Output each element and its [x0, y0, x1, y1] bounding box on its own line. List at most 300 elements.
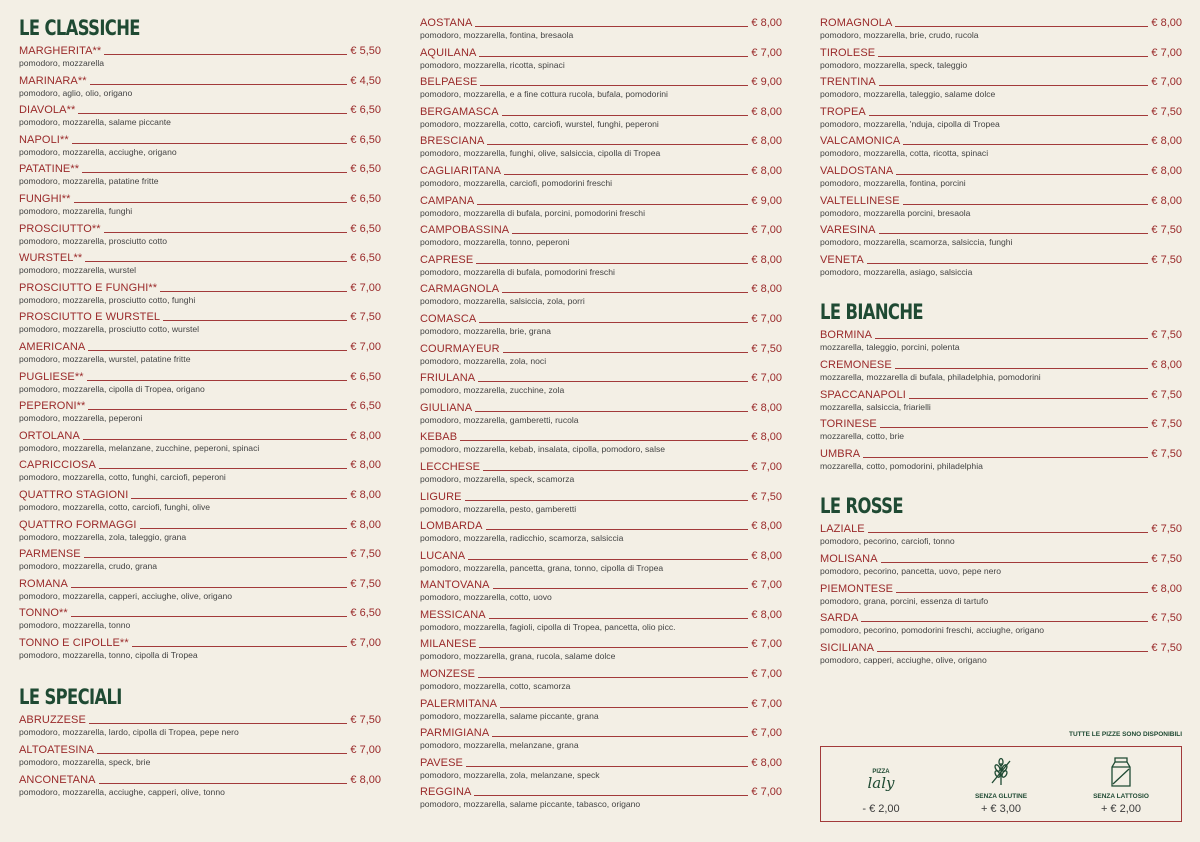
item-leader-line: [71, 587, 348, 588]
option-label: SENZA LATTOSIO: [1093, 793, 1149, 800]
item-ingredients: pomodoro, mozzarella, tonno, peperoni: [420, 237, 570, 248]
menu-item: [19, 771, 381, 801]
item-leader-line: [895, 26, 1148, 27]
item-name: TONNO E CIPOLLE**: [19, 636, 129, 649]
item-ingredients: mozzarella, taleggio, porcini, polenta: [820, 342, 960, 353]
item-leader-line: [489, 618, 749, 619]
item-price: € 5,50: [350, 45, 381, 57]
item-name: FUNGHI**: [19, 192, 71, 205]
item-name: UMBRA: [820, 447, 861, 460]
item-name: QUATTRO STAGIONI: [19, 488, 129, 501]
menu-item: [820, 639, 1182, 669]
item-price: € 7,00: [751, 579, 782, 592]
item-name: PEPERONI**: [19, 400, 86, 413]
item-leader-line: [881, 562, 1149, 563]
menu-item: [420, 103, 782, 133]
item-price: € 8,00: [1151, 17, 1182, 29]
item-name: ALTOATESINA: [19, 744, 95, 757]
menu-item: [19, 42, 381, 72]
item-name: TONNO**: [19, 607, 68, 620]
item-ingredients: pomodoro, mozzarella, prosciutto cotto: [19, 235, 168, 246]
item-ingredients: pomodoro, mozzarella, cotto, carciofi, wurstel, funghi, peperoni: [420, 118, 659, 129]
item-leader-line: [87, 380, 348, 381]
item-leader-line: [879, 233, 1149, 234]
menu-item: [19, 160, 381, 190]
item-name: CARMAGNOLA: [420, 283, 500, 296]
menu-item: [820, 520, 1182, 550]
menu-item: [19, 249, 381, 279]
item-ingredients: pomodoro, mozzarella, ricotta, spinaci: [420, 59, 565, 70]
item-price: € 8,00: [751, 608, 782, 621]
item-leader-line: [475, 26, 748, 27]
menu-item: [19, 72, 381, 102]
item-leader-line: [875, 338, 1148, 339]
menu-item: [19, 338, 381, 368]
item-ingredients: pomodoro, mozzarella: [19, 58, 105, 68]
item-leader-line: [483, 470, 748, 471]
item-leader-line: [903, 204, 1149, 205]
item-price: € 8,00: [751, 520, 782, 533]
item-name: VALCAMONICA: [820, 135, 901, 148]
menu-item: [420, 458, 782, 488]
menu-item: [820, 73, 1182, 103]
item-leader-line: [474, 795, 748, 796]
item-leader-line: [503, 352, 749, 353]
item-leader-line: [140, 528, 348, 529]
item-name: BRESCIANA: [420, 135, 485, 148]
menu-item: [19, 279, 381, 309]
item-price: € 8,00: [1151, 358, 1182, 371]
item-price: € 7,00: [751, 727, 782, 740]
menu-item: [420, 695, 782, 725]
item-price: € 6,50: [350, 163, 381, 176]
options-box: [820, 746, 1182, 822]
item-name: CREMONESE: [820, 358, 892, 371]
menu-item: [820, 221, 1182, 251]
item-price: € 7,00: [350, 636, 381, 649]
item-name: PIEMONTESE: [820, 582, 894, 595]
item-price: € 8,00: [350, 429, 381, 442]
item-ingredients: pomodoro, pecorino, pomodorini freschi, acciughe, origano: [820, 625, 1045, 636]
item-name: PUGLIESE**: [19, 370, 84, 383]
item-name: PROSCIUTTO**: [19, 222, 101, 235]
menu-item: [420, 517, 782, 547]
item-ingredients: pomodoro, mozzarella, zola, taleggio, grana: [19, 531, 187, 542]
item-price: € 7,00: [751, 46, 782, 59]
item-price: € 7,00: [751, 460, 782, 473]
menu-item: [19, 575, 381, 605]
item-price: € 7,50: [1151, 552, 1182, 565]
item-price: € 7,00: [350, 744, 381, 757]
item-name: MONZESE: [420, 668, 476, 681]
item-ingredients: pomodoro, mozzarella, fagioli, cipolla di Tropea, pancetta, olio picc.: [420, 621, 676, 632]
item-ingredients: pomodoro, mozzarella, prosciutto cotto, funghi: [19, 294, 196, 305]
item-ingredients: pomodoro, mozzarella, salame piccante, grana: [420, 710, 599, 721]
item-name: GIULIANA: [420, 401, 473, 414]
item-name: ROMANA: [19, 577, 68, 590]
item-name: VARESINA: [820, 224, 876, 237]
item-ingredients: pomodoro, mozzarella, patatine fritte: [19, 176, 159, 187]
menu-item: [19, 516, 381, 546]
menu-item: [420, 724, 782, 754]
item-price: € 8,00: [751, 401, 782, 414]
item-ingredients: pomodoro, mozzarella, salsiccia, zola, porri: [420, 296, 585, 307]
menu-item: [420, 576, 782, 606]
item-name: AQUILANA: [420, 46, 477, 59]
menu-item: [19, 131, 381, 161]
menu-item: [820, 162, 1182, 192]
item-ingredients: pomodoro, mozzarella, lardo, cipolla di Tropea, pepe nero: [19, 727, 239, 738]
item-ingredients: pomodoro, aglio, olio, origano: [19, 87, 133, 98]
item-ingredients: pomodoro, mozzarella di bufala, pomodorini freschi: [420, 266, 615, 277]
item-ingredients: pomodoro, mozzarella, 'nduja, cipolla di Tropea: [820, 118, 1000, 129]
item-leader-line: [74, 202, 348, 203]
menu-item: [19, 545, 381, 575]
item-leader-line: [72, 143, 348, 144]
menu-item: [420, 221, 782, 251]
item-name: CAPRICCIOSA: [19, 459, 96, 472]
item-price: € 6,50: [350, 607, 381, 620]
item-leader-line: [99, 783, 348, 784]
item-price: € 8,00: [751, 283, 782, 296]
item-leader-line: [879, 85, 1149, 86]
item-price: € 7,00: [350, 281, 381, 294]
option-price: - € 2,00: [862, 803, 900, 815]
menu-item: [820, 326, 1182, 356]
item-price: € 7,50: [1151, 224, 1182, 237]
item-leader-line: [502, 292, 748, 293]
item-leader-line: [479, 322, 748, 323]
item-name: CAMPOBASSINA: [420, 224, 510, 237]
menu-item: [420, 754, 782, 784]
item-ingredients: pomodoro, mozzarella, capperi, acciughe, olive, origano: [19, 590, 233, 601]
item-price: € 7,00: [751, 372, 782, 385]
item-name: CAPRESE: [420, 253, 474, 266]
item-leader-line: [479, 647, 748, 648]
item-leader-line: [89, 723, 347, 724]
menu-item: [420, 280, 782, 310]
item-price: € 8,00: [1151, 135, 1182, 148]
item-name: PROSCIUTTO E WURSTEL: [19, 311, 161, 324]
item-price: € 8,00: [751, 105, 782, 118]
item-price: € 7,50: [1151, 523, 1182, 536]
item-ingredients: pomodoro, mozzarella, funghi: [19, 205, 133, 216]
item-ingredients: pomodoro, mozzarella, cotto, uovo: [420, 592, 552, 603]
item-name: PARMIGIANA: [420, 727, 490, 740]
menu-item: [820, 386, 1182, 416]
item-price: € 7,50: [350, 311, 381, 324]
availability-note: TUTTE LE PIZZE SONO DISPONIBILI: [1069, 731, 1183, 738]
item-name: TRENTINA: [820, 76, 876, 89]
item-leader-line: [99, 468, 348, 469]
item-name: REGGINA: [420, 786, 472, 799]
item-price: € 6,50: [350, 222, 381, 235]
item-leader-line: [88, 350, 347, 351]
item-price: € 6,50: [350, 104, 381, 117]
menu-item: [19, 741, 381, 771]
item-name: PARMENSE: [19, 548, 81, 561]
item-name: MILANESE: [420, 638, 477, 651]
item-name: AOSTANA: [420, 17, 473, 29]
item-name: CAMPANA: [420, 194, 475, 207]
item-leader-line: [909, 398, 1148, 399]
item-price: € 7,50: [1151, 253, 1182, 266]
item-ingredients: mozzarella, mozzarella di bufala, philadelphia, pomodorini: [820, 371, 1041, 382]
item-leader-line: [465, 500, 749, 501]
item-name: PAVESE: [420, 756, 463, 769]
option-senza-glutine: [946, 747, 1056, 821]
item-ingredients: pomodoro, mozzarella, kebab, insalata, cipolla, pomodoro, salse: [420, 444, 666, 455]
item-ingredients: mozzarella, salsiccia, friarielli: [820, 401, 931, 412]
item-price: € 8,00: [350, 488, 381, 501]
menu-column-3: [820, 14, 1182, 668]
item-price: € 8,00: [751, 164, 782, 177]
item-leader-line: [163, 320, 347, 321]
milk-carton-icon: [1110, 751, 1132, 793]
item-ingredients: pomodoro, mozzarella, tonno, cipolla di Tropea: [19, 649, 198, 660]
item-price: € 6,50: [350, 133, 381, 146]
menu-section: [19, 683, 381, 800]
item-ingredients: pomodoro, mozzarella, cipolla di Tropea, origano: [19, 383, 205, 394]
menu-item: [820, 550, 1182, 580]
item-leader-line: [83, 439, 347, 440]
item-name: VALTELLINESE: [820, 194, 900, 207]
item-ingredients: pomodoro, mozzarella, fontina, porcini: [820, 177, 966, 188]
menu-item: [420, 635, 782, 665]
item-leader-line: [104, 54, 347, 55]
item-price: € 6,50: [350, 370, 381, 383]
item-name: LECCHESE: [420, 460, 481, 473]
menu-item: [420, 251, 782, 281]
item-ingredients: pomodoro, mozzarella, taleggio, salame dolce: [820, 89, 996, 100]
item-name: TORINESE: [820, 418, 877, 431]
item-price: € 7,00: [350, 340, 381, 353]
item-price: € 7,50: [350, 714, 381, 727]
item-leader-line: [861, 621, 1148, 622]
menu-item: [820, 415, 1182, 445]
menu-column-2: [420, 14, 782, 813]
item-ingredients: pomodoro, mozzarella, pesto, gamberetti: [420, 503, 577, 514]
item-ingredients: pomodoro, grana, porcini, essenza di tartufo: [820, 595, 989, 606]
menu-item: [420, 783, 782, 813]
item-ingredients: pomodoro, mozzarella, zucchine, zola: [420, 385, 565, 396]
item-ingredients: pomodoro, mozzarella, salame piccante: [19, 117, 171, 128]
item-leader-line: [90, 84, 348, 85]
menu-item: [420, 132, 782, 162]
item-price: € 6,50: [350, 252, 381, 265]
menu-item: [19, 190, 381, 220]
item-leader-line: [479, 56, 748, 57]
menu-item: [820, 44, 1182, 74]
item-price: € 7,00: [751, 638, 782, 651]
item-ingredients: pomodoro, mozzarella, tonno: [19, 620, 131, 631]
option-label: SENZA GLUTINE: [974, 793, 1028, 800]
menu-item: [420, 399, 782, 429]
item-price: € 8,00: [751, 549, 782, 562]
menu-item: [19, 220, 381, 250]
item-name: MARINARA**: [19, 74, 87, 87]
menu-item: [820, 445, 1182, 475]
item-price: € 7,50: [1151, 105, 1182, 118]
menu-item: [420, 310, 782, 340]
item-leader-line: [877, 651, 1148, 652]
item-leader-line: [502, 115, 749, 116]
item-name: LIGURE: [420, 490, 462, 503]
item-leader-line: [78, 113, 347, 114]
item-name: BELPAESE: [420, 76, 478, 89]
item-ingredients: pomodoro, mozzarella, cotta, ricotta, spinaci: [820, 148, 989, 159]
item-price: € 8,00: [751, 253, 782, 266]
item-price: € 8,00: [751, 431, 782, 444]
item-ingredients: pomodoro, mozzarella, cotto, scamorza: [420, 681, 571, 692]
item-leader-line: [867, 263, 1149, 264]
option-price: + € 2,00: [1100, 803, 1142, 815]
item-leader-line: [460, 440, 748, 441]
item-ingredients: pomodoro, mozzarella, salame piccante, tabasco, origano: [420, 799, 641, 810]
item-name: ORTOLANA: [19, 429, 80, 442]
item-leader-line: [84, 557, 348, 558]
item-price: € 7,50: [1151, 388, 1182, 401]
section-title: LE ROSSE: [820, 494, 903, 519]
item-price: € 8,00: [350, 459, 381, 472]
item-name: DIAVOLA**: [19, 104, 76, 117]
menu-item: [420, 606, 782, 636]
pizza-lady-logo: PIZZA laly: [867, 769, 895, 792]
item-price: € 9,00: [751, 76, 782, 89]
item-price: € 8,00: [751, 17, 782, 29]
item-ingredients: pomodoro, mozzarella, speck, brie: [19, 757, 151, 768]
item-leader-line: [478, 381, 748, 382]
item-leader-line: [88, 409, 347, 410]
item-leader-line: [863, 457, 1148, 458]
menu-item: [820, 132, 1182, 162]
item-price: € 4,50: [350, 74, 381, 87]
item-name: TIROLESE: [820, 46, 876, 59]
menu-item: [19, 308, 381, 338]
menu-item: [420, 44, 782, 74]
item-leader-line: [878, 56, 1148, 57]
item-name: PATATINE**: [19, 163, 80, 176]
item-leader-line: [97, 753, 347, 754]
item-leader-line: [71, 616, 348, 617]
item-leader-line: [476, 263, 748, 264]
menu-section: [19, 14, 381, 663]
menu-item: [19, 486, 381, 516]
item-leader-line: [475, 411, 748, 412]
item-name: ROMAGNOLA: [820, 17, 893, 29]
item-ingredients: pomodoro, capperi, acciughe, olive, origano: [820, 654, 987, 665]
item-name: SPACCANAPOLI: [820, 388, 906, 401]
item-ingredients: pomodoro, mozzarella, brie, crudo, rucola: [820, 30, 979, 40]
menu-section: [820, 492, 1182, 668]
item-leader-line: [466, 766, 748, 767]
item-name: SICILIANA: [820, 641, 875, 654]
item-ingredients: pomodoro, mozzarella, brie, grana: [420, 325, 551, 336]
section-title: LE SPECIALI: [19, 685, 122, 710]
wheat-icon: [988, 751, 1014, 793]
item-leader-line: [82, 172, 347, 173]
item-price: € 8,00: [751, 756, 782, 769]
menu-item: [820, 14, 1182, 44]
menu-item: [19, 604, 381, 634]
item-price: € 9,00: [751, 194, 782, 207]
item-ingredients: pomodoro, mozzarella, funghi, olive, salsiccia, cipolla di Tropea: [420, 148, 661, 159]
item-ingredients: pomodoro, mozzarella, acciughe, origano: [19, 146, 177, 157]
item-leader-line: [492, 736, 748, 737]
menu-item: [19, 397, 381, 427]
menu-item: [19, 634, 381, 664]
item-ingredients: pomodoro, mozzarella, speck, taleggio: [820, 59, 968, 70]
item-price: € 7,50: [1151, 329, 1182, 342]
menu-column-1: [19, 14, 381, 800]
item-leader-line: [487, 144, 748, 145]
item-name: COMASCA: [420, 312, 477, 325]
item-leader-line: [468, 559, 748, 560]
item-name: COURMAYEUR: [420, 342, 500, 355]
item-price: € 6,50: [350, 400, 381, 413]
option-senza-lattosio: [1066, 747, 1176, 821]
item-ingredients: pomodoro, mozzarella, zola, noci: [420, 355, 547, 366]
item-price: € 7,00: [751, 312, 782, 325]
menu-item: [19, 427, 381, 457]
item-name: PROSCIUTTO E FUNGHI**: [19, 281, 158, 294]
menu-item: [19, 368, 381, 398]
item-price: € 7,00: [751, 786, 782, 799]
item-leader-line: [132, 646, 348, 647]
item-price: € 7,50: [751, 490, 782, 503]
item-leader-line: [85, 261, 347, 262]
menu-item: [420, 488, 782, 518]
item-leader-line: [500, 707, 748, 708]
item-price: € 7,50: [350, 548, 381, 561]
menu-item: [420, 14, 782, 44]
item-name: LAZIALE: [820, 523, 865, 536]
menu-item: [420, 547, 782, 577]
item-ingredients: pomodoro, mozzarella, melanzane, zucchine, peperoni, spinaci: [19, 442, 260, 453]
item-name: MARGHERITA**: [19, 45, 102, 57]
item-price: € 8,00: [1151, 194, 1182, 207]
menu-item: [420, 340, 782, 370]
item-ingredients: pomodoro, mozzarella, wurstel, patatine fritte: [19, 353, 191, 364]
menu-item: [420, 369, 782, 399]
menu-section: [420, 14, 782, 813]
item-ingredients: pomodoro, mozzarella porcini, bresaola: [820, 207, 971, 218]
item-leader-line: [131, 498, 347, 499]
item-name: MANTOVANA: [420, 579, 490, 592]
item-leader-line: [477, 204, 748, 205]
item-price: € 7,50: [1151, 418, 1182, 431]
item-leader-line: [493, 588, 749, 589]
item-name: WURSTEL**: [19, 252, 83, 265]
item-ingredients: pomodoro, mozzarella, carciofi, pomodorini freschi: [420, 177, 613, 188]
menu-item: [820, 251, 1182, 281]
item-leader-line: [895, 368, 1149, 369]
item-name: QUATTRO FORMAGGI: [19, 518, 137, 531]
section-title: LE CLASSICHE: [19, 16, 140, 40]
item-leader-line: [896, 174, 1148, 175]
item-name: CAGLIARITANA: [420, 164, 502, 177]
menu-item: [420, 192, 782, 222]
item-ingredients: pomodoro, pecorino, carciofi, tonno: [820, 536, 955, 547]
menu-item: [820, 609, 1182, 639]
item-leader-line: [869, 115, 1149, 116]
option-price: + € 3,00: [980, 803, 1022, 815]
item-ingredients: pomodoro, mozzarella, cotto, carciofi, funghi, olive: [19, 501, 211, 512]
item-name: BERGAMASCA: [420, 105, 499, 118]
item-ingredients: pomodoro, mozzarella, crudo, grana: [19, 561, 158, 572]
item-price: € 7,50: [1151, 612, 1182, 625]
item-name: PALERMITANA: [420, 697, 498, 710]
